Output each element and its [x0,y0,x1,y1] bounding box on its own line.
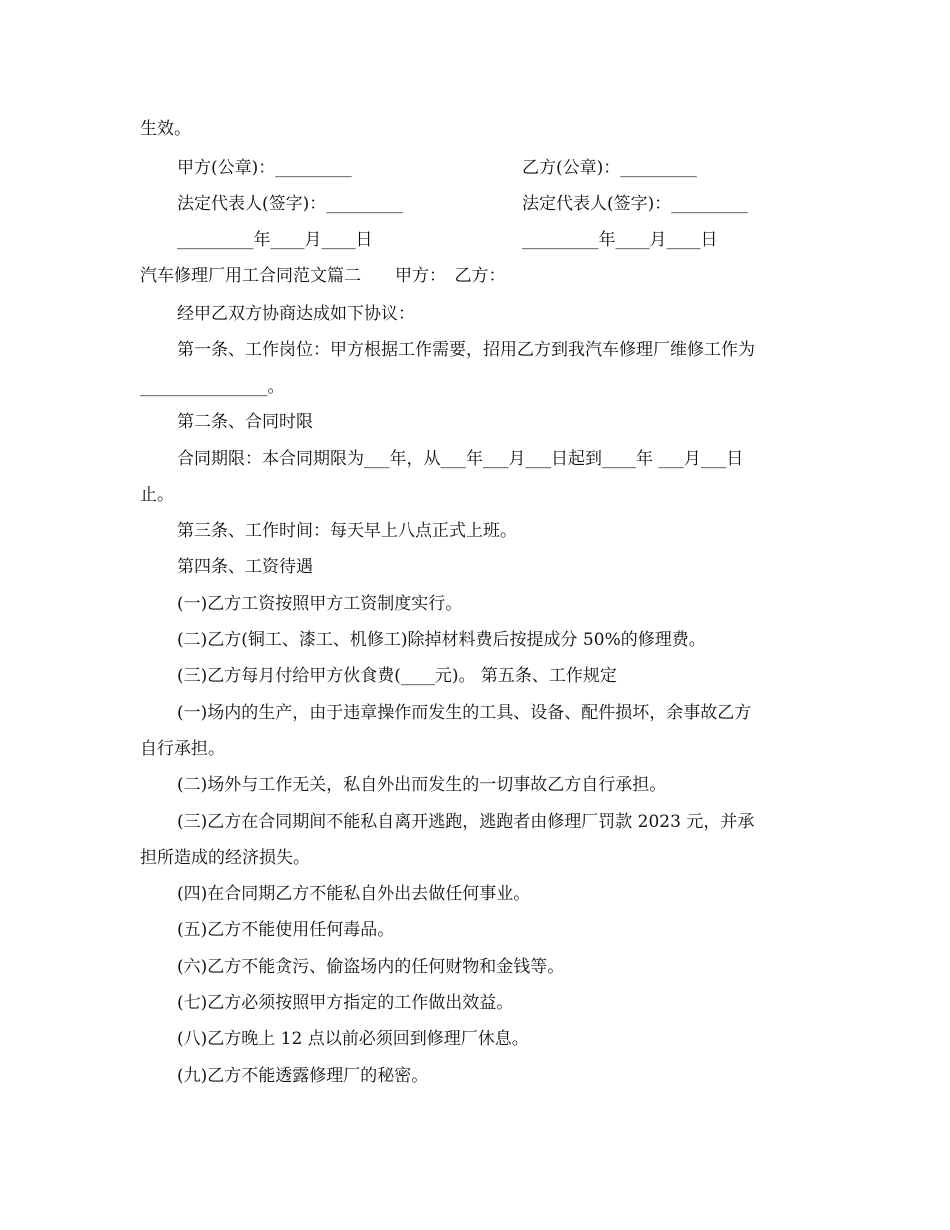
party-b-date-line: _________年____月____日 [522,230,718,250]
clause-heading: 第四条、工资待遇 [177,557,313,577]
text-line: _______________。 [140,377,285,397]
party-a-representative-line: 法定代表人(签字)：_________ [177,194,403,214]
list-item: (三)乙方在合同期间不能私自离开逃跑，逃跑者由修理厂罚款 2023 元，并承 [177,812,755,832]
party-a-date-line: _________年____月____日 [177,230,373,250]
text-line: 止。 [140,485,174,505]
text-line: 合同期限：本合同期限为___年，从___年___月___日起到____年 ___月___日 [177,449,744,469]
text-line: 担所造成的经济损失。 [140,848,310,868]
clause-heading: 第三条、工作时间：每天早上八点正式上班。 [177,521,517,541]
section-title: 汽车修理厂用工合同范文篇二 甲方： 乙方： [140,266,506,286]
party-a-seal-line: 甲方(公章)：_________ [177,158,352,178]
list-item: (二)乙方(铜工、漆工、机修工)除掉材料费后按提成分 50%的修理费。 [177,630,706,650]
clause-heading: 第一条、工作岗位：甲方根据工作需要，招用乙方到我汽车修理厂维修工作为 [177,340,755,360]
list-item: (五)乙方不能使用任何毒品。 [177,920,395,940]
list-item: (四)在合同期乙方不能私自外出去做任何事业。 [177,884,531,904]
list-item: (二)场外与工作无关，私自外出而发生的一切事故乙方自行承担。 [177,775,667,795]
clause-heading: 第二条、合同时限 [177,412,313,432]
list-item: (三)乙方每月付给甲方伙食费(____元)。 第五条、工作规定 [177,666,617,686]
party-b-representative-line: 法定代表人(签字)：_________ [522,194,748,214]
list-item: (九)乙方不能透露修理厂的秘密。 [177,1066,429,1086]
text-line: 生效。 [140,119,191,139]
list-item: (六)乙方不能贪污、偷盗场内的任何财物和金钱等。 [177,957,565,977]
text-line: 自行承担。 [140,739,225,759]
list-item: (八)乙方晚上 12 点以前必须回到修理厂休息。 [177,1029,529,1049]
list-item: (一)场内的生产，由于违章操作而发生的工具、设备、配件损坏，余事故乙方 [177,703,752,723]
party-b-seal-line: 乙方(公章)：_________ [522,158,697,178]
text-line: 经甲乙双方协商达成如下协议： [177,304,415,324]
list-item: (一)乙方工资按照甲方工资制度实行。 [177,594,463,614]
list-item: (七)乙方必须按照甲方指定的工作做出效益。 [177,993,514,1013]
